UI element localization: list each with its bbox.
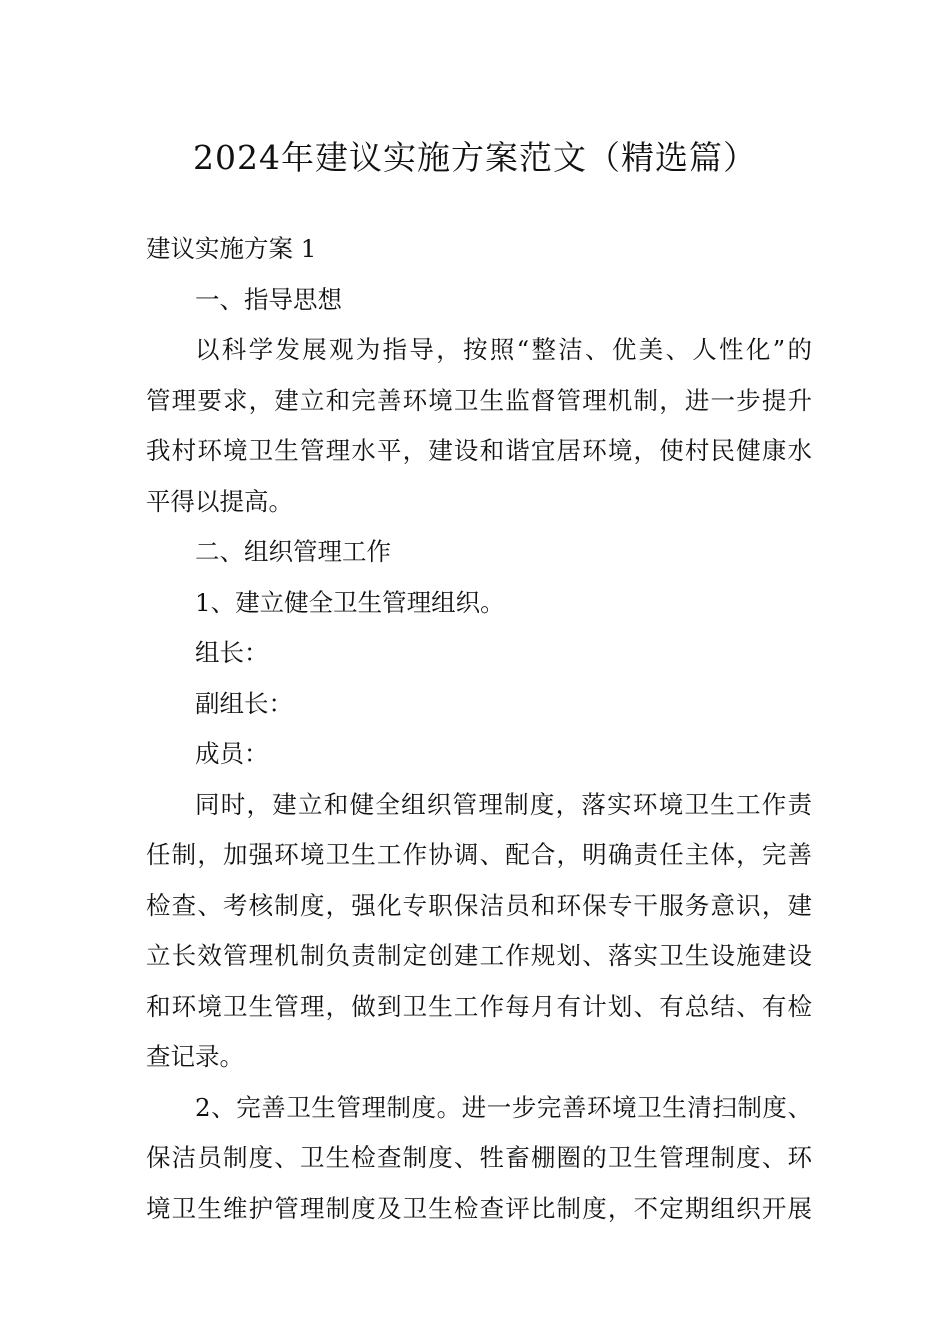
paragraph-line: 立长效管理机制负责制定创建工作规划、落实卫生设施建设 — [146, 941, 812, 970]
paragraph-line: 境卫生维护管理制度及卫生检查评比制度，不定期组织开展 — [146, 1193, 812, 1223]
paragraph-line: 1、建立健全卫生管理组织。 — [195, 587, 505, 617]
document-body — [146, 224, 812, 1234]
label-line: 副组长： — [195, 688, 293, 718]
paragraph-line: 检查、考核制度，强化专职保洁员和环保专干服务意识，建 — [146, 890, 812, 920]
paragraph-line: 保洁员制度、卫生检查制度、牲畜棚圈的卫生管理制度、环 — [146, 1143, 812, 1172]
subheading: 二、组织管理工作 — [195, 537, 391, 566]
paragraph-line: 任制，加强环境卫生工作协调、配合，明确责任主体，完善 — [146, 840, 812, 869]
paragraph-line: 同时，建立和健全组织管理制度，落实环境卫生工作责 — [195, 789, 812, 819]
subheading: 一、指导思想 — [195, 284, 342, 314]
document-title: 2024年建议实施方案范文（精选篇） — [193, 138, 757, 177]
section-heading: 建议实施方案 1 — [146, 234, 317, 263]
paragraph-line: 查记录。 — [146, 1042, 244, 1071]
paragraph-line: 平得以提高。 — [146, 486, 293, 516]
label-line: 组长： — [195, 638, 269, 667]
paragraph-line: 2、完善卫生管理制度。进一步完善环境卫生清扫制度、 — [195, 1092, 812, 1122]
paragraph-line: 我村环境卫生管理水平，建设和谐宜居环境，使村民健康水 — [146, 436, 812, 465]
label-line: 成员： — [195, 739, 269, 768]
paragraph-line: 和环境卫生管理，做到卫生工作每月有计划、有总结、有检 — [146, 991, 812, 1021]
paragraph-line: 以科学发展观为指导，按照“整洁、优美、人性化”的 — [195, 335, 812, 364]
paragraph-line: 管理要求，建立和完善环境卫生监督管理机制，进一步提升 — [146, 385, 812, 415]
